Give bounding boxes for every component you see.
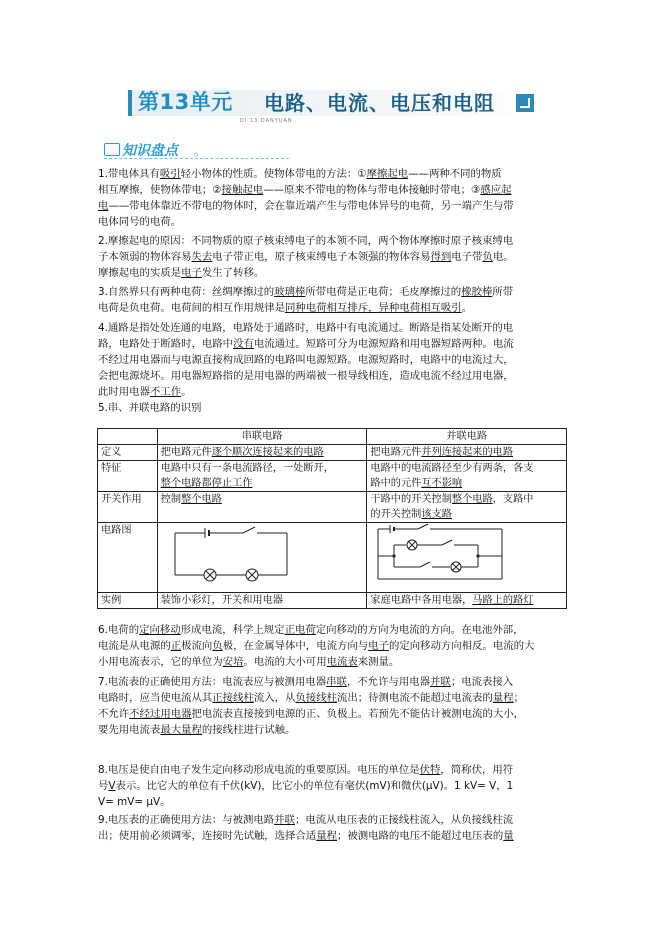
arrow-corner-icon	[516, 94, 534, 112]
parallel-diagram-cell	[367, 523, 567, 593]
paragraph-8: 8.电压是使自由电子发生定向移动形成电流的重要原因。电压的单位是伏特，简称伏，用符 号V表示。比它大的单位有千伏(kV)，比它小的单位有毫伏(mV)和微伏(μV)。1 kV= V，1 V= mV= μV。	[98, 764, 514, 808]
table-header-row	[98, 429, 567, 445]
row-label: 电路图	[98, 523, 158, 593]
row-label: 开关作用	[98, 492, 158, 523]
series-diagram-cell	[157, 523, 367, 593]
unit-pinyin: DI 13 DANYUAN	[240, 118, 293, 124]
paragraph-7: 7.电流表的正确使用方法：电流表应与被测用电器串联，不允许与用电器并联；电流表接入 电路时，应当使电流从其正接线柱流入，从负接线柱流出；待测电流不能超过电流表的量程； 不允许不经过用电器把电流表直接接到电源的正、负极上。若预先不能估计被测电流的大小， 要先用电流表最大量程的接线柱进行试触。	[98, 676, 525, 736]
paragraph-4: 4.通路是指处处连通的电路，电路处于通路时，电路中有电流通过。断路是指某处断开的电 路，电路处于断路时，电路中没有电流通过。短路可分为电源短路和用电器短路两种。电流 不经过用电器而与电源直接构成回路的电路叫电源短路。电源短路时，电路中的电流过大， 会把电源烧坏。用电器短路指的是用电器的两端被一根导线相连，造成电流不经过用电器， 此时用电器不工作。 5.串、并联电路的识别	[98, 322, 514, 414]
row-label: 实例	[98, 593, 158, 609]
paragraph-2: 2.摩擦起电的原因：不同物质的原子核束缚电子的本领不同，两个物体摩擦时原子核束缚电 子本领弱的物体容易失去电子带正电，原子核束缚电子本领强的物体容易得到电子带负电。 摩擦起电的实质是电子发生了转移。	[98, 235, 514, 279]
book-icon	[104, 143, 120, 156]
table-row	[98, 461, 567, 492]
unit-number: 第13单元	[138, 90, 233, 114]
section-dot: 。	[194, 144, 207, 158]
section-divider	[104, 158, 289, 159]
table-row	[98, 523, 567, 593]
paragraph-6: 6.电荷的定向移动形成电流，科学上规定正电荷定向移动的方向为电流的方向。在电池外部， 电流是从电源的正极流向负极，在金属导体中，电流方向与电子的定向移动方向相反。电流的大 小用电流表示，它的单位为安培。电流的大小可用电流表来测量。	[98, 624, 535, 668]
title-accent-bar	[128, 90, 132, 116]
parallel-cell: 电路中的电流路径至少有两条，各支 路中的元件互不影响	[367, 461, 567, 492]
series-cell: 把电路元件逐个顺次连接起来的电路	[157, 445, 367, 461]
section-label: 知识盘点	[122, 143, 178, 159]
paragraph-1: 1.带电体具有吸引轻小物体的性质。使物体带电的方法：①摩擦起电——两种不同的物质 相互摩擦，使物体带电；②接触起电——原来不带电的物体与带电体接触时带电；③感应起 电——带电体靠近不带电的物体时，会在靠近端产生与带电体异号的电荷，另一端产生与带 电体同号的电荷。	[98, 168, 514, 228]
table-header-cell: 并联电路	[367, 429, 567, 445]
table-row	[98, 445, 567, 461]
parallel-cell: 把电路元件并列连接起来的电路	[367, 445, 567, 461]
row-label: 特征	[98, 461, 158, 492]
table-header-cell: 串联电路	[157, 429, 367, 445]
paragraph-3: 3.自然界只有两种电荷：丝绸摩擦过的玻璃棒所带电荷是正电荷；毛皮摩擦过的橡胶棒所带 电荷是负电荷。电荷间的相互作用规律是同种电荷相互排斥，异种电荷相互吸引。	[98, 286, 514, 314]
parallel-cell: 家庭电路中各用电器，马路上的路灯	[367, 593, 567, 609]
parallel-circuit-diagram	[370, 523, 510, 585]
series-cell: 电路中只有一条电流路径，一处断开， 整个电路都停止工作	[157, 461, 367, 492]
unit-title: 电路、电流、电压和电阻	[264, 91, 495, 115]
row-label: 定义	[98, 445, 158, 461]
table-row	[98, 593, 567, 609]
series-cell: 装饰小彩灯，开关和用电器	[157, 593, 367, 609]
series-cell: 控制整个电路	[157, 492, 367, 523]
parallel-cell: 干路中的开关控制整个电路，支路中 的开关控制该支路	[367, 492, 567, 523]
paragraph-9: 9.电压表的正确使用方法：与被测电路并联；电流从电压表的正接线柱流入，从负接线柱流 出；使用前必须调零，连接时先试触，选择合适量程；被测电路的电压不能超过电压表的量	[98, 814, 514, 842]
table-row	[98, 492, 567, 523]
series-circuit-diagram	[161, 523, 301, 585]
table-header-cell	[98, 429, 158, 445]
unit-title-banner	[128, 86, 538, 126]
circuit-comparison-table	[97, 428, 567, 609]
